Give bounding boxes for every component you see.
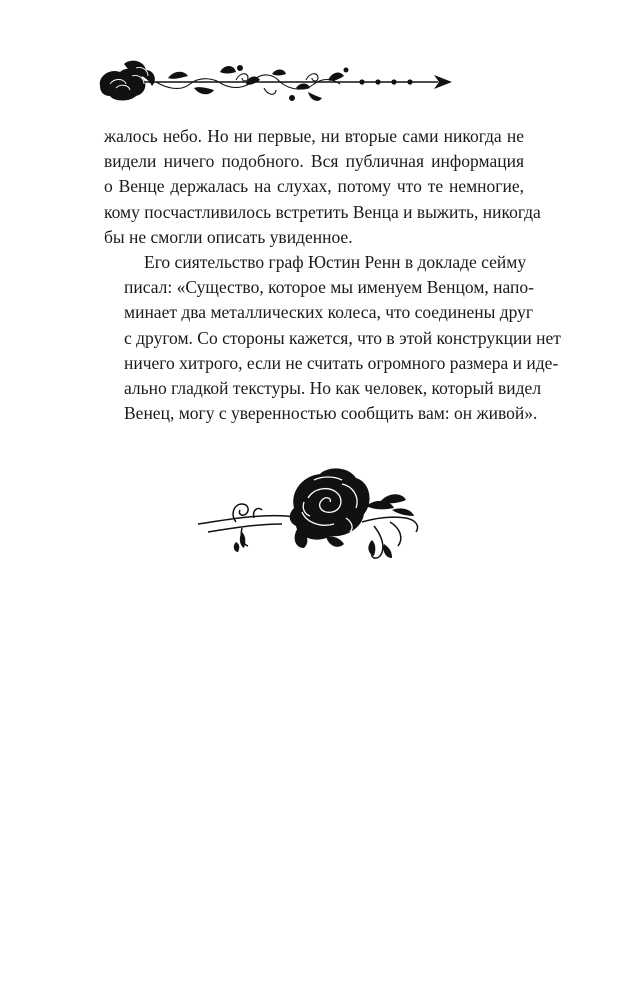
text-line: жалось небо. Но ни первые, ни вторые сами никогда не [104, 126, 524, 146]
text-line: ничего хитрого, если не считать огромного размера и иде- [124, 352, 559, 373]
text-line: бы не смогли описать увиденное. [104, 226, 353, 247]
rose-vine-arrow-ornament [96, 58, 452, 108]
text-line: Его сиятельство граф Юстин Ренн в докладе сейму [144, 252, 527, 273]
paragraph-continued [104, 124, 541, 250]
text-line: видели ничего подобного. Вся публичная информация [104, 151, 524, 172]
rose-flourish-ornament [196, 462, 422, 566]
text-line: о Венце держалась на слухах, потому что те немногие, [104, 176, 524, 197]
text-line: писал: «Существо, которое мы именуем Венцом, напо- [124, 277, 535, 298]
text-line: кому посчастливилось встретить Венца и выжить, никогда [104, 201, 541, 222]
paragraph [104, 250, 561, 426]
text-line: с другом. Со стороны кажется, что в этой конструкции нет [124, 327, 561, 348]
text-line: Венец, могу с уверенностью сообщить вам: он живой». [124, 403, 538, 424]
text-line: минает два металлических колеса, что соединены друг [124, 302, 534, 323]
body-text [104, 124, 561, 426]
text-line: ально гладкой текстуры. Но как человек, который видел [124, 378, 542, 399]
